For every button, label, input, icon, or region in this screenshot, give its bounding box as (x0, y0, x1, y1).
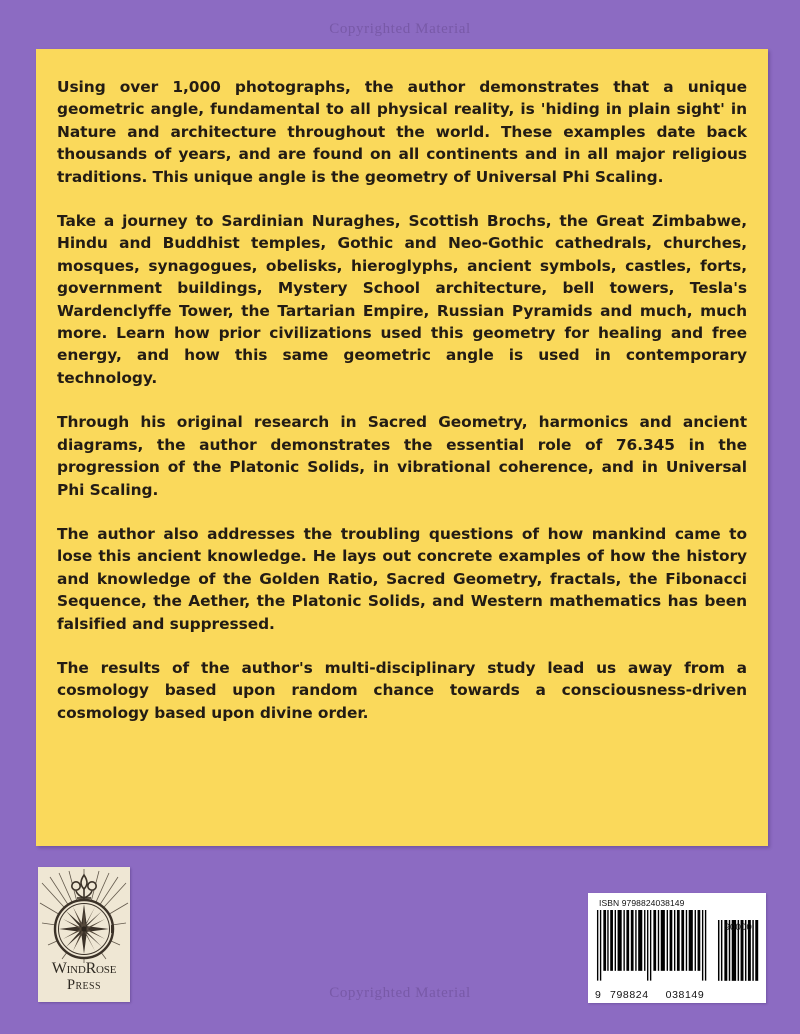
isbn-barcode-block (588, 893, 766, 1003)
blurb-paragraph-5: The results of the author's multi-disciplinary study lead us away from a cosmology based upon random chance towards a consciousness-driven cosmology based upon divine order. (57, 658, 747, 722)
addon-price-code: 90000 (724, 922, 752, 933)
ean-right-group: 038149 (665, 989, 705, 1001)
blurb-paragraph-4: The author also addresses the troubling questions of how mankind came to lose this ancient knowledge. He lays out concrete examples of how the history and knowledge of the Golden Ratio, Sacred Geometry, fractals, the Fibonacci Sequence, the Aether, the Platonic Solids, and Western mathematics has been falsified and suppressed. (57, 524, 747, 633)
ean-left-group: 798824 (610, 989, 649, 1001)
publisher-wordmark (38, 961, 130, 993)
copyright-watermark-bottom: Copyrighted Material (329, 985, 471, 1001)
isbn-caption: ISBN 9798824038149 (599, 898, 685, 908)
blurb-paragraph-2: Take a journey to Sardinian Nuraghes, Scottish Brochs, the Great Zimbabwe, Hindu and Buddhist temples, Gothic and Neo-Gothic cathedrals, churches, mosques, synagogues, obelisks, hieroglyphs, ancient symbols, castles, forts, government buildings, Mystery School architecture, bell towers, Tesla's Wardenclyffe Tower, the Tartarian Empire, Russian Pyramids and much, much more. Learn how prior civilizations used this geometry for healing and free energy, and how this same geometric angle is used in contemporary technology. (57, 212, 747, 387)
barcode-row (595, 910, 760, 981)
publisher-logo (38, 867, 130, 1002)
ean13-barcode-icon (595, 910, 709, 981)
blurb-paragraph-3: Through his original research in Sacred Geometry, harmonics and ancient diagrams, the author demonstrates the essential role of 76.345 in the progression of the Platonic Solids, in vibrational coherence, and in Universal Phi Scaling. (57, 413, 747, 499)
publisher-name: WindRose (51, 960, 117, 977)
ean-lead-digit: 9 (595, 989, 602, 1001)
blurb-panel (36, 49, 768, 846)
publisher-subtitle: Press (67, 977, 101, 994)
ean-digits (595, 989, 715, 1001)
compass-rose-icon (38, 867, 130, 965)
blurb-paragraph-1: Using over 1,000 photographs, the author demonstrates that a unique geometric angle, fundamental to all physical reality, is 'hiding in plain sight' in Nature and architecture throughout the world. These examples date back thousands of years, and are found on all continents and in all major religious traditions. This unique angle is the geometry of Universal Phi Scaling. (57, 78, 747, 186)
copyright-watermark-top: Copyrighted Material (329, 21, 471, 37)
